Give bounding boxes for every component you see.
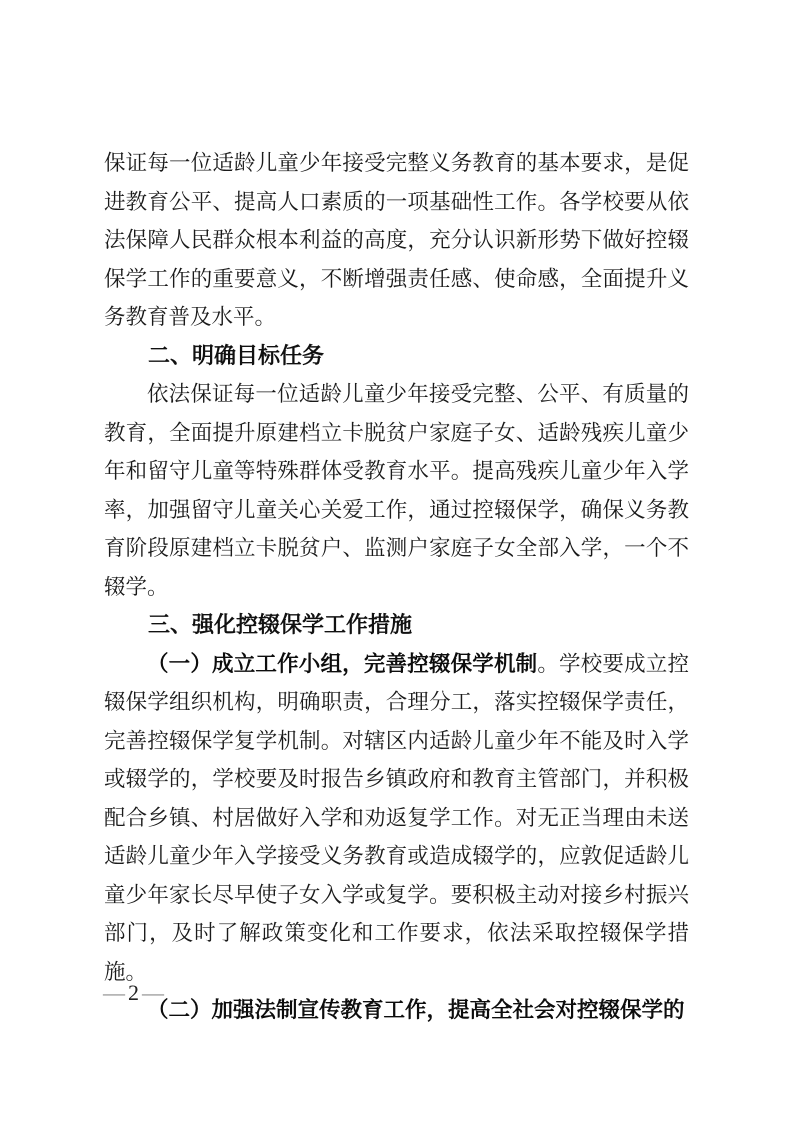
paragraph-continuation: 保证每一位适龄儿童少年接受完整义务教育的基本要求，是促进教育公平、提高人口素质的一项基础性工作。各学校要从依法保障人民群众根本利益的高度，充分认识新形势下做好控辍保学工作的重要意义，不断增强责任感、使命感，全面提升义务教育普及水平。 (104, 151, 689, 329)
measure-1-body: 。学校要成立控辍保学组织机构，明确职责，合理分工，落实控辍保学责任，完善控辍保学复学机制。对辖区内适龄儿童少年不能及时入学或辍学的，学校要及时报告乡镇政府和教育主管部门，并积极配合乡镇、村居做好入学和劝返复学工作。对无正当理由未送适龄儿童少年入学接受义务教育或造成辍学的，应敦促适龄儿童少年家长尽早使子女入学或复学。要积极主动对接乡村振兴部门，及时了解政策变化和工作要求，依法采取控辍保学措施。 (104, 651, 689, 984)
paragraph-measure-1 (104, 645, 689, 992)
measure-1-lead: （一）成立工作小组，完善控辍保学机制 (147, 651, 538, 676)
paragraph-measure-2 (104, 991, 689, 1030)
footer-right-dash: — (142, 980, 164, 1005)
section-heading-goals: 二、明确目标任务 (148, 342, 325, 368)
measure-2-lead: （二）加强法制宣传教育工作，提高全社会对控辍保学的 (147, 998, 685, 1022)
section-heading-measures: 三、强化控辍保学工作措施 (148, 612, 413, 637)
page-number: 2 (128, 980, 139, 1005)
page-number-footer (103, 978, 164, 1008)
footer-left-dash: — (103, 980, 125, 1005)
paragraph-goals: 依法保证每一位适龄儿童少年接受完整、公平、有质量的教育，全面提升原建档立卡脱贫户家庭子女、适龄残疾儿童少年和留守儿童等特殊群体受教育水平。提高残疾儿童少年入学率，加强留守儿童关心关爱工作，通过控辍保学，确保义务教育阶段原建档立卡脱贫户、监测户家庭子女全部入学，一个不辍学。 (104, 382, 689, 599)
document-body (104, 144, 689, 1030)
